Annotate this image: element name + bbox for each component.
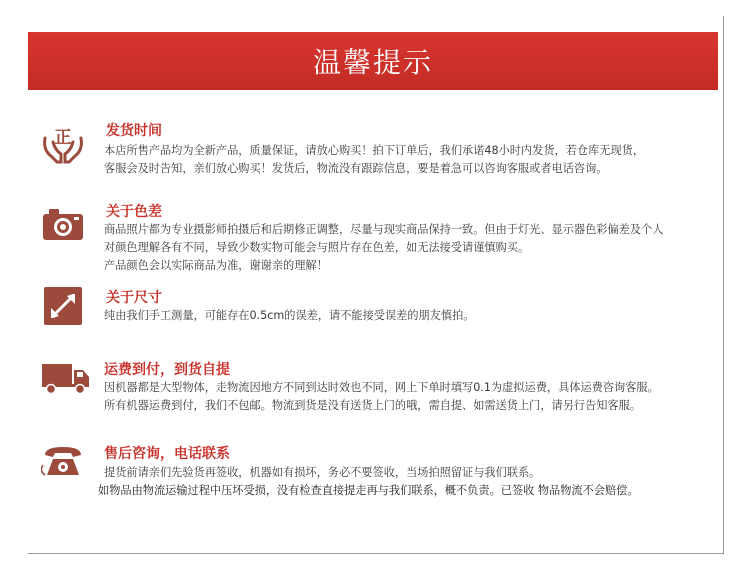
section-body <box>104 379 659 415</box>
telephone-icon <box>40 441 86 483</box>
section-body <box>104 221 663 275</box>
banner <box>28 32 718 90</box>
section-heading: 售后咨询，电话联系 <box>104 446 230 462</box>
handshake-zheng-icon <box>40 124 86 166</box>
section-heading: 关于尺寸 <box>106 290 162 306</box>
section-body <box>104 142 644 178</box>
resize-arrow-icon <box>40 285 86 327</box>
body-line: 客服会及时告知，亲们放心购买！发货后，物流没有跟踪信息，要是着急可以咨询客服或者电话咨询。 <box>104 162 608 175</box>
body-line: 所有机器运费到付，我们不包邮。物流到货是没有送货上门的哦，需自提、如需送货上门，请另行告知客服。 <box>104 399 642 412</box>
section-heading: 运费到付，到货自提 <box>104 362 230 378</box>
delivery-truck-icon <box>40 357 92 399</box>
body-line: 因机器都是大型物体，走物流因地方不同到达时效也不同，网上下单时填写0.1为虚拟运费，具体运费咨询客服。 <box>104 381 659 394</box>
body-line: 产品颜色会以实际商品为准，谢谢亲的理解！ <box>104 259 328 272</box>
banner-title: 温馨提示 <box>312 46 433 79</box>
frame-bottom-border <box>28 553 724 554</box>
svg-text:正: 正 <box>54 128 72 148</box>
section-body <box>104 307 474 325</box>
body-line: 如物品由物流运输过程中压坏受损，没有检查直接提走再与我们联系，概不负责。已签收 物品物流不会赔偿。 <box>98 484 639 497</box>
body-line: 商品照片都为专业摄影师拍摄后和后期修正调整，尽量与现实商品保持一致。但由于灯光、显示器色彩偏差及个人 <box>104 223 664 236</box>
body-line: 纯由我们手工测量，可能存在0.5cm的误差，请不能接受误差的朋友慎拍。 <box>104 309 475 322</box>
body-line: 对颜色理解各有不同，导致少数实物可能会与照片存在色差，如无法接受请谨慎购买。 <box>104 241 530 254</box>
section-heading: 关于色差 <box>106 204 162 220</box>
body-line: 本店所售产品均为全新产品，质量保证，请放心购买！拍下订单后，我们承诺48小时内发货，若仓库无现货， <box>104 144 645 157</box>
section-body <box>98 464 639 500</box>
frame-right-border <box>723 16 724 554</box>
camera-icon <box>40 203 86 245</box>
section-heading: 发货时间 <box>106 123 162 139</box>
body-line: 提货前请亲们先验货再签收，机器如有损坏，务必不要签收，当场拍照留证与我们联系。 <box>104 466 541 479</box>
